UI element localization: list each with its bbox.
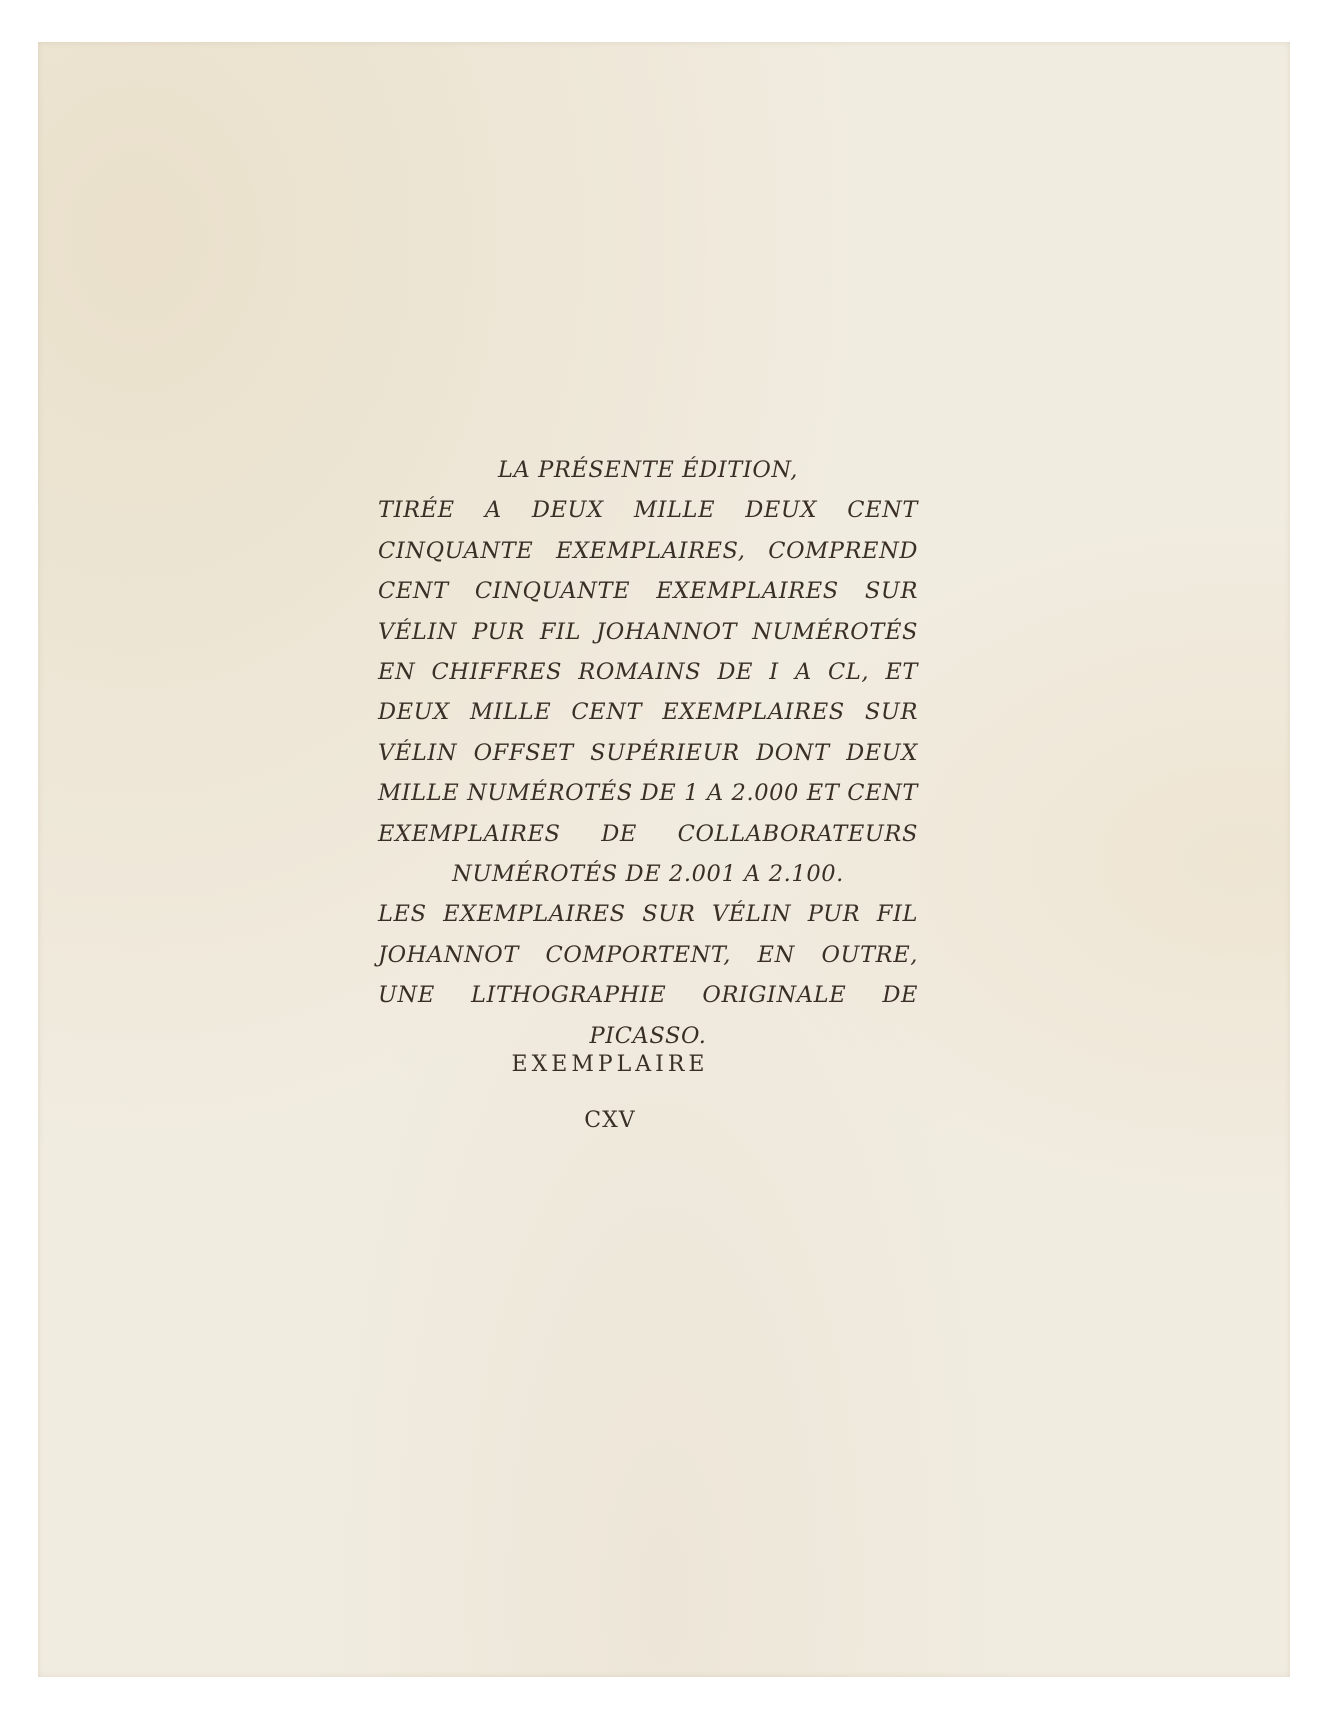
- exemplaire-label: EXEMPLAIRE: [511, 1052, 709, 1077]
- colophon-line: NUMÉROTÉS DE 2.001 A 2.100.: [452, 861, 844, 888]
- colophon-line: VÉLIN PUR FIL JOHANNOT NUMÉROTÉS: [378, 618, 918, 645]
- colophon-line: LA PRÉSENTE ÉDITION,: [497, 457, 799, 483]
- colophon-line: LES EXEMPLAIRES SUR VÉLIN PUR FIL: [378, 901, 918, 928]
- colophon-line: JOHANNOT COMPORTENT, EN OUTRE,: [378, 941, 918, 968]
- colophon-line: DEUX MILLE CENT EXEMPLAIRES SUR: [378, 699, 918, 726]
- book-page: [38, 42, 1290, 1677]
- colophon-line: UNE LITHOGRAPHIE ORIGINALE DE: [378, 982, 918, 1009]
- colophon-line: EXEMPLAIRES DE COLLABORATEURS: [378, 820, 918, 847]
- colophon-line: PICASSO.: [589, 1022, 707, 1049]
- colophon-line: MILLE NUMÉROTÉS DE 1 A 2.000 ET CENT: [378, 780, 918, 807]
- colophon-line: TIRÉE A DEUX MILLE DEUX CENT: [378, 497, 918, 524]
- colophon-line: CENT CINQUANTE EXEMPLAIRES SUR: [378, 578, 918, 605]
- exemplaire-number: CXV: [584, 1108, 636, 1133]
- colophon-line: CINQUANTE EXEMPLAIRES, COMPREND: [378, 537, 918, 564]
- colophon-line: VÉLIN OFFSET SUPÉRIEUR DONT DEUX: [378, 739, 918, 766]
- colophon-line: EN CHIFFRES ROMAINS DE I A CL, ET: [378, 659, 918, 686]
- colophon-text: [378, 450, 918, 1056]
